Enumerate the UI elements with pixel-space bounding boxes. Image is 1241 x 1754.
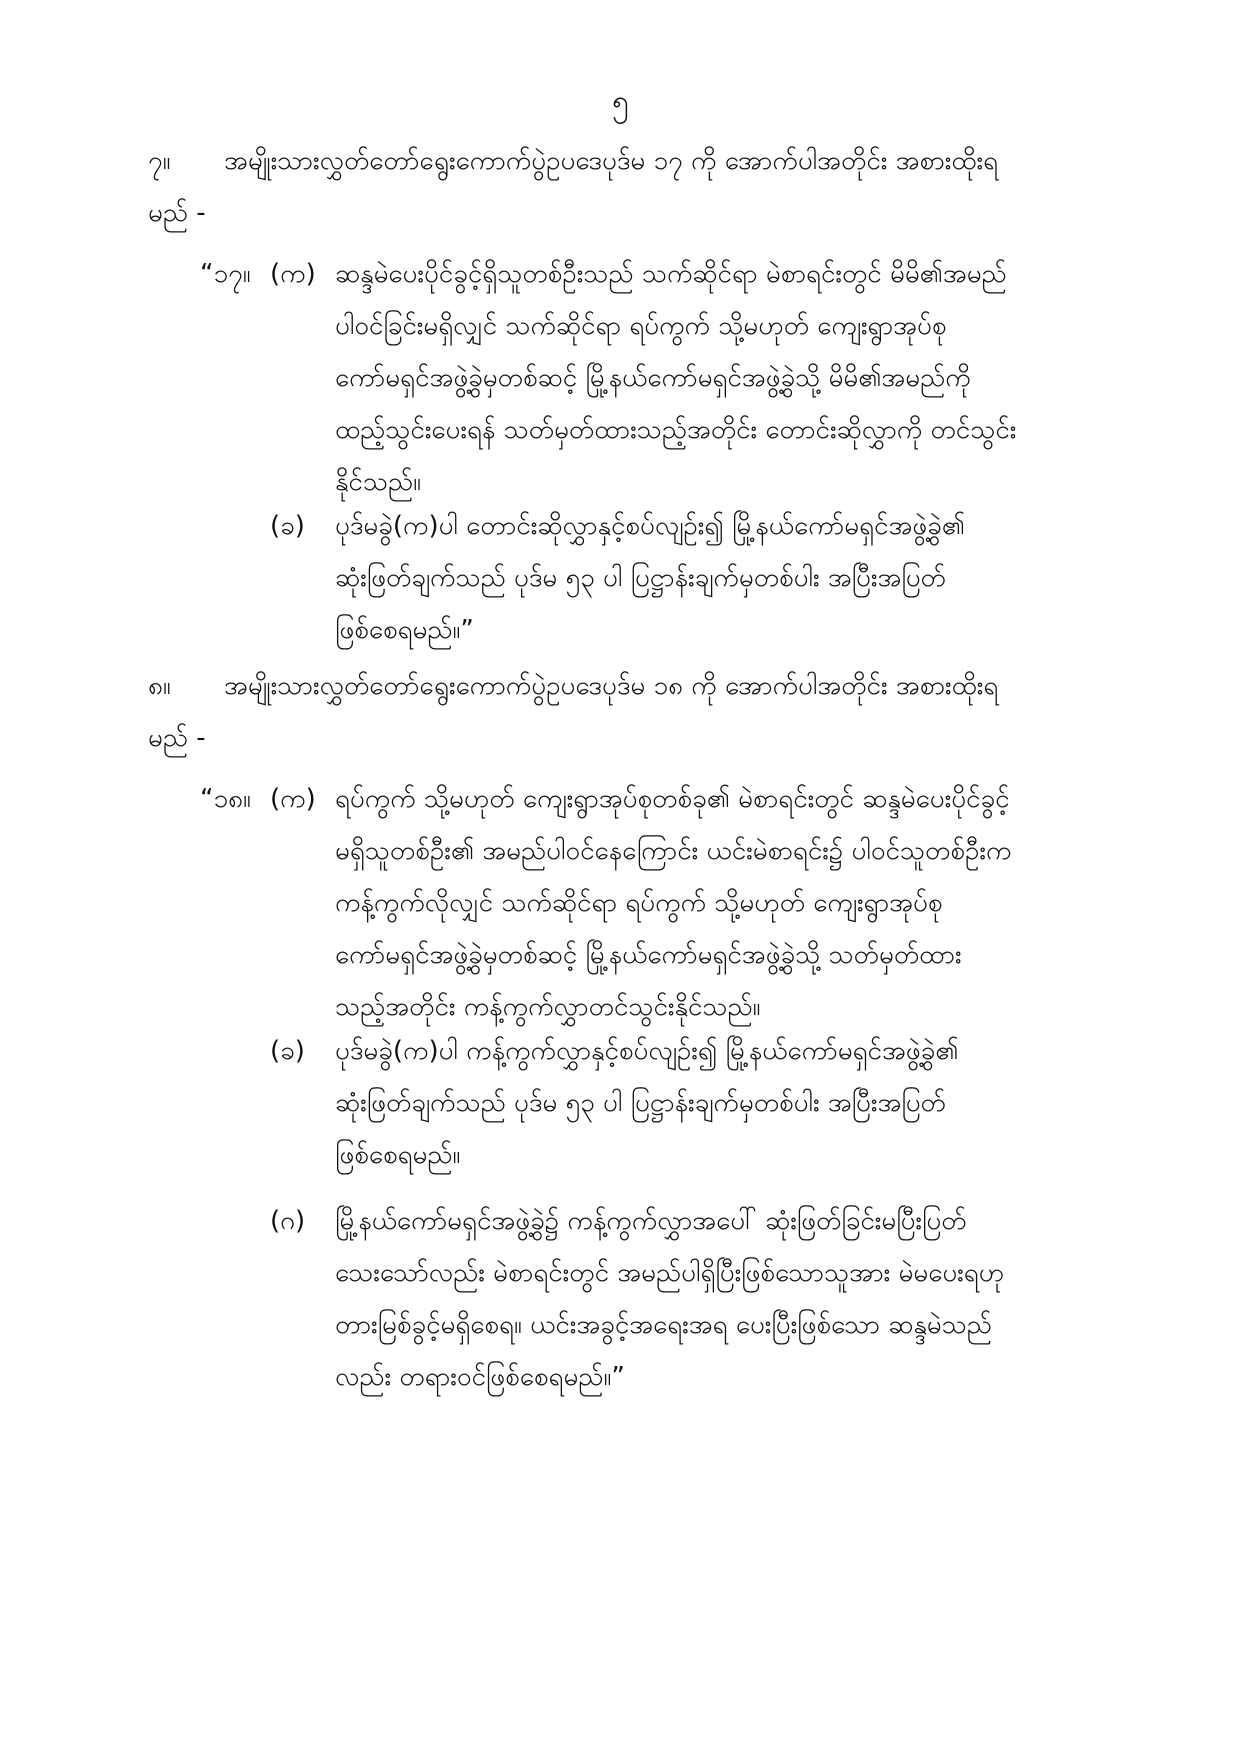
subsection-text (335, 248, 1130, 508)
text-line: ဆုံးဖြတ်ချက်သည် ပုဒ်မ ၅၃ ပါ ပြဋ္ဌာန်းချက်မှတစ်ပါး အပြီးအပြတ် (335, 1088, 946, 1118)
text-line: သည့်အတိုင်း ကန့်ကွက်လွှာတင်သွင်းနိုင်သည်။ (335, 992, 761, 1022)
subsection-text (335, 500, 1130, 656)
text-line: လည်း တရားဝင်ဖြစ်စေရမည်။” (335, 1362, 625, 1392)
subsection-label: (က) (270, 259, 316, 289)
text-line: ပုဒ်မခွဲ(က)ပါ ကန့်ကွက်လွှာနှင့်စပ်လျဉ်း၍ မြို့နယ်ကော်မရှင်အဖွဲ့ခွဲ၏ (335, 1036, 959, 1066)
text-line: ဆုံးဖြတ်ချက်သည် ပုဒ်မ ၅၃ ပါ ပြဋ္ဌာန်းချက်မှတစ်ပါး အပြီးအပြတ် (335, 563, 946, 593)
subsection-label: (ခ) (270, 511, 305, 541)
text-line: ဖြစ်စေရမည်။ (335, 1140, 461, 1170)
text-line: မရှိသူတစ်ဦး၏ အမည်ပါဝင်နေကြောင်း ယင်းမဲစာရင်း၌ ပါဝင်သူတစ်ဦးက (335, 836, 1012, 866)
section-intro-line: အမျိုးသားလွှတ်တော်ရွေးကောက်ပွဲဥပဒေပုဒ်မ ၁၇ ကို အောက်ပါအတိုင်း အစားထိုးရ (224, 146, 999, 176)
text-line: တားမြစ်ခွင့်မရှိစေရ။ ယင်းအခွင့်အရေးအရ ပေးပြီးဖြစ်သော ဆန္ဒမဲသည် (335, 1310, 992, 1340)
text-line: ရပ်ကွက် သို့မဟုတ် ကျေးရွာအုပ်စုတစ်ခု၏ မဲစာရင်းတွင် ဆန္ဒမဲပေးပိုင်ခွင့် (335, 784, 1010, 814)
text-line: ကော်မရှင်အဖွဲ့ခွဲမှတစ်ဆင့် မြို့နယ်ကော်မရှင်အဖွဲ့ခွဲသို့ မိမိ၏အမည်ကို (335, 363, 971, 393)
section-intro-continuation: မည် - (148, 723, 206, 753)
subsection-text (335, 1195, 1130, 1403)
clause-number: “၁၇။ (200, 259, 251, 289)
section-8 (148, 660, 1130, 764)
text-line: ဆန္ဒမဲပေးပိုင်ခွင့်ရှိသူတစ်ဦးသည် သက်ဆိုင်ရာ မဲစာရင်းတွင် မိမိ၏အမည် (335, 259, 1007, 289)
subsection-label: (ခ) (270, 1036, 305, 1066)
section-number: ၇။ (148, 146, 171, 176)
text-line: ပုဒ်မခွဲ(က)ပါ တောင်းဆိုလွှာနှင့်စပ်လျဉ်း၍ မြို့နယ်ကော်မရှင်အဖွဲ့ခွဲ၏ (335, 511, 965, 541)
text-line: ပါဝင်ခြင်းမရှိလျှင် သက်ဆိုင်ရာ ရပ်ကွက် သို့မဟုတ် ကျေးရွာအုပ်စု (335, 311, 947, 341)
text-line: ကော်မရှင်အဖွဲ့ခွဲမှတစ်ဆင့် မြို့နယ်ကော်မရှင်အဖွဲ့ခွဲသို့ သတ်မှတ်ထား (335, 940, 962, 970)
text-line: ကန့်ကွက်လိုလျှင် သက်ဆိုင်ရာ ရပ်ကွက် သို့မဟုတ် ကျေးရွာအုပ်စု (335, 888, 943, 918)
text-line: သေးသော်လည်း မဲစာရင်းတွင် အမည်ပါရှိပြီးဖြစ်သောသူအား မဲမပေးရဟု (335, 1258, 1005, 1288)
subsection-text (335, 1025, 1130, 1181)
subsection-text (335, 773, 1130, 1033)
text-line: နိုင်သည်။ (335, 467, 421, 497)
section-intro-line: အမျိုးသားလွှတ်တော်ရွေးကောက်ပွဲဥပဒေပုဒ်မ ၁၈ ကို အောက်ပါအတိုင်း အစားထိုးရ (224, 671, 999, 701)
section-number: ၈။ (148, 671, 171, 701)
clause-number: “၁၈။ (200, 784, 251, 814)
text-line: ဖြစ်စေရမည်။” (335, 615, 474, 645)
section-intro (148, 135, 1130, 187)
section-intro-continuation: မည် - (148, 198, 206, 228)
section-7 (148, 135, 1130, 239)
section-intro (148, 660, 1130, 712)
subsection-label: (ဂ) (270, 1206, 306, 1236)
text-line: မြို့နယ်ကော်မရှင်အဖွဲ့ခွဲ၌ ကန့်ကွက်လွှာအပေါ် ဆုံးဖြတ်ခြင်းမပြီးပြတ် (335, 1206, 967, 1236)
page-number: ၅ (612, 84, 629, 119)
subsection-label: (က) (270, 784, 316, 814)
text-line: ထည့်သွင်းပေးရန် သတ်မှတ်ထားသည့်အတိုင်း တောင်းဆိုလွှာကို တင်သွင်း (335, 415, 1017, 445)
